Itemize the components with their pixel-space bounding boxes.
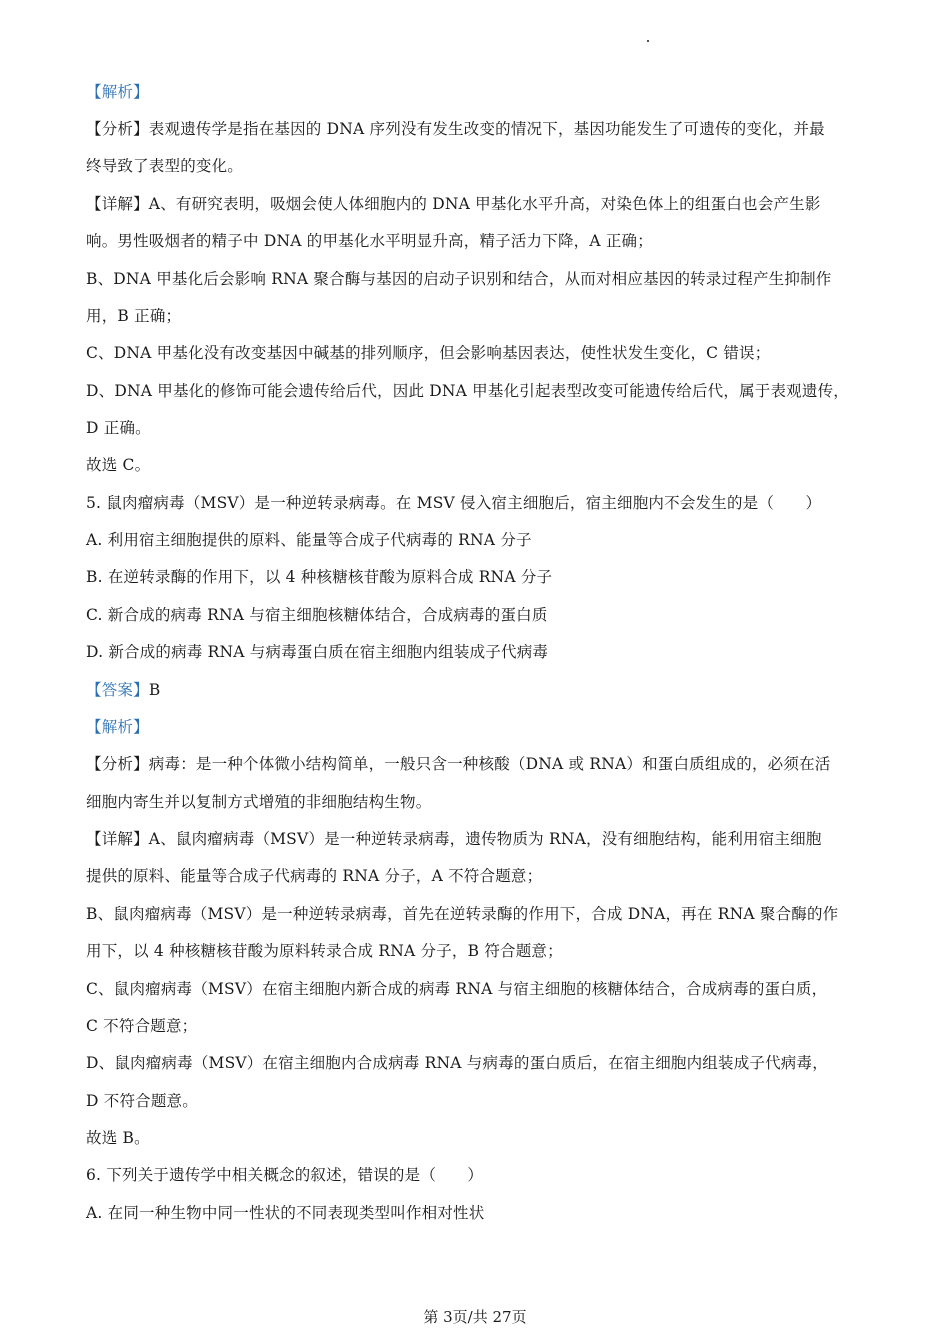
text-line: 用，B 正确； [86, 307, 182, 325]
answer-line: 【答案】B [86, 681, 161, 699]
text-line: D、DNA 甲基化的修饰可能会遗传给后代，因此 DNA 甲基化引起表型改变可能遗传给后代，属于表观遗传， [86, 382, 849, 400]
text-line: 【解析】 [86, 718, 149, 736]
page-number: 第 3页/共 27页 [423, 1308, 527, 1326]
text-line: 故选 C。 [86, 456, 151, 474]
text-line: 【详解】A、有研究表明，吸烟会使人体细胞内的 DNA 甲基化水平升高，对染色体上的组蛋白也会产生影 [86, 195, 821, 213]
text-line: B、鼠肉瘤病毒（MSV）是一种逆转录病毒，首先在逆转录酶的作用下，合成 DNA，再在 RNA 聚合酶的作 [86, 905, 839, 923]
text-line: 终导致了表型的变化。 [86, 157, 244, 175]
question-5-stem: 5. 鼠肉瘤病毒（MSV）是一种逆转录病毒。在 MSV 侵入宿主细胞后，宿主细胞内不会发生的是（ ） [86, 494, 822, 512]
text-line: 【分析】表观遗传学是指在基因的 DNA 序列没有发生改变的情况下，基因功能发生了可遗传的变化，并最 [86, 120, 825, 138]
question-6-option-a: A. 在同一种生物中同一性状的不同表现类型叫作相对性状 [86, 1204, 485, 1222]
question-5-option-a: A. 利用宿主细胞提供的原料、能量等合成子代病毒的 RNA 分子 [86, 531, 532, 549]
text-line: 用下，以 4 种核糖核苷酸为原料转录合成 RNA 分子，B 符合题意； [86, 942, 563, 960]
text-line: 提供的原料、能量等合成子代病毒的 RNA 分子，A 不符合题意； [86, 867, 543, 885]
text-line: 响。男性吸烟者的精子中 DNA 的甲基化水平明显升高，精子活力下降，A 正确； [86, 232, 653, 250]
text-line: C 不符合题意； [86, 1017, 198, 1035]
text-line: 【分析】病毒：是一种个体微小结构简单，一般只含一种核酸（DNA 或 RNA）和蛋白质组成的，必须在活 [86, 755, 831, 773]
text-line: 细胞内寄生并以复制方式增殖的非细胞结构生物。 [86, 793, 432, 811]
text-line: B、DNA 甲基化后会影响 RNA 聚合酶与基因的启动子识别和结合，从而对相应基因的转录过程产生抑制作 [86, 270, 832, 288]
text-line: D 正确。 [86, 419, 151, 437]
question-5-option-d: D. 新合成的病毒 RNA 与病毒蛋白质在宿主细胞内组装成子代病毒 [86, 643, 549, 661]
question-5-option-c: C. 新合成的病毒 RNA 与宿主细胞核糖体结合，合成病毒的蛋白质 [86, 606, 548, 624]
text-line: D 不符合题意。 [86, 1092, 198, 1110]
text-line: 【解析】 [86, 83, 149, 101]
text-line: 【详解】A、鼠肉瘤病毒（MSV）是一种逆转录病毒，遗传物质为 RNA，没有细胞结构，能利用宿主细胞 [86, 830, 822, 848]
text-line: C、鼠肉瘤病毒（MSV）在宿主细胞内新合成的病毒 RNA 与宿主细胞的核糖体结合，合成病毒的蛋白质， [86, 980, 828, 998]
question-6-stem: 6. 下列关于遗传学中相关概念的叙述，错误的是（ ） [86, 1166, 484, 1184]
text-line: D、鼠肉瘤病毒（MSV）在宿主细胞内合成病毒 RNA 与病毒的蛋白质后，在宿主细胞内组装成子代病毒， [86, 1054, 828, 1072]
scan-dot [647, 40, 649, 42]
question-5-option-b: B. 在逆转录酶的作用下，以 4 种核糖核苷酸为原料合成 RNA 分子 [86, 568, 553, 586]
text-line: 故选 B。 [86, 1129, 150, 1147]
text-line: C、DNA 甲基化没有改变基因中碱基的排列顺序，但会影响基因表达，使性状发生变化，C 错误； [86, 344, 771, 362]
